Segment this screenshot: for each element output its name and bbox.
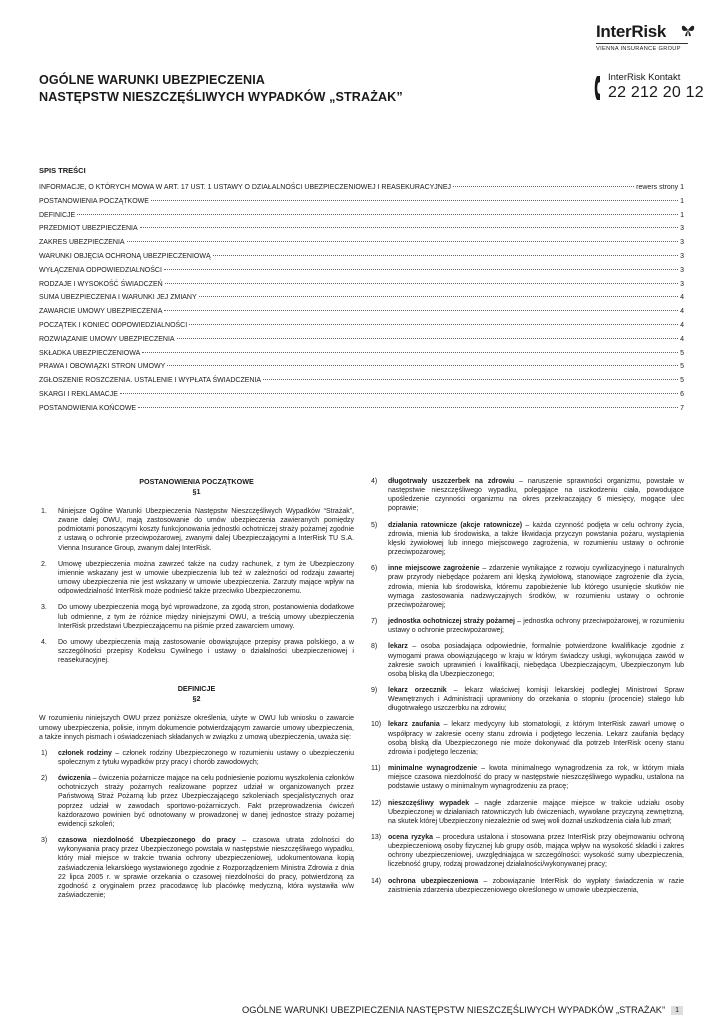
page-number: 1 [671,1006,683,1015]
title-line-1: OGÓLNE WARUNKI UBEZPIECZENIA [39,73,265,87]
toc-leader-dots [167,365,678,366]
toc-entry[interactable] [39,198,684,212]
toc-leader-dots [151,200,678,201]
section-number: §1 [192,486,201,496]
logo-name: InterRisk [596,22,667,41]
toc-entry-page: 6 [680,390,684,398]
toc-entry[interactable] [39,336,684,350]
list-item-text: Umowę ubezpieczenia można zawrzeć także na cudzy rachunek, z tym że Ubezpieczony imiennie wskazany jest w umowie ubezpieczenia lub też w zależności od rodzaju zawartej umowy ubezpieczenia nie jest wskazany w umowie ubezpieczenia. Zarzuty mające wpływ na odpowiedzialność InterRisk może podnieść także przeciwko Ubezpieczonemu. [58,560,354,596]
butterfly-logo-icon [681,22,695,38]
definition-text: – procedura ustalona i stosowana przez InterRisk przy obejmowaniu ochroną ubezpieczeniową osoby fizycznej lub grupy osób, mająca wpływ na wysokość składki i zakres ochrony ubezpieczeniowej, uwzględniająca w szczególności: wysokość sumy ubezpieczenia, liczebność grupy, rodzaj prowadzonej działalności/wykonywanej pracy; [388,834,684,869]
toc-leader-dots [140,227,678,228]
definition-number: 8) [371,643,378,651]
definition-item [369,477,684,514]
definition-text: – zdarzenie wynikające z rozwoju cywilizacyjnego i naturalnych praw przyrody niebędące pożarem ani klęską żywiołową, stanowiące zagrożenie dla życia, zdrowia, mienia lub środowiska, któremu zapobieżenie lub którego usunięcie skutków nie wymaga zastosowania nadzwyczajnych środków, w rozumieniu ustawy o ochronie przeciwpożarowej; [388,565,684,609]
toc-entry-label: PRAWA I OBOWIĄZKI STRON UMOWY [39,363,166,371]
toc-entry-page: 1 [680,211,684,219]
toc-entry-label: ZAKRES UBEZPIECZENIA [39,239,125,247]
toc-entry-label: SKARGI I REKLAMACJE [39,390,118,398]
toc-leader-dots [127,241,679,242]
toc-entry[interactable] [39,281,684,295]
toc-entry[interactable] [39,308,684,322]
contact-phone-number: 22 212 20 12 [608,84,704,101]
title-line-2: NASTĘPSTW NIESZCZĘŚLIWYCH WYPADKÓW „STRAŻAK” [39,90,403,104]
definition-item [369,764,684,791]
definition-term: lekarz zaufania [388,721,440,729]
definition-item [369,833,684,870]
definition-text: – kwota minimalnego wynagrodzenia za rok, w którym miała miejsce czasowa niezdolność do pracy w następstwie nieszczęśliwego wypadku, ustalona na podstawie ustawy o minimalnym wynagrodzeniu za pracę; [388,765,684,791]
toc-entry-label: WARUNKI OBJĘCIA OCHRONĄ UBEZPIECZENIOWĄ [39,252,211,260]
definition-term: ocena ryzyka [388,834,433,841]
definition-item [39,774,354,829]
definition-number: 7) [371,618,378,626]
definition-term: lekarz orzecznik [388,686,447,694]
definition-number: 11) [371,765,381,773]
definition-number: 10) [371,721,382,729]
toc-entry-page: 5 [680,377,684,385]
definition-term: czasowa niezdolność Ubezpieczonego do pracy [58,837,236,845]
definition-text: – lekarz medycyny lub stomatologii, z którym InterRisk zawarł umowę o współpracy w zakresie oceny stanu zdrowia i podjętego leczenia. Lekarz zaufania będący osobą bliską dla Ubezpieczonego nie może dokonywać dla potrzeb InterRisk oceny stanu zdrowia i podjętego leczenia; [388,721,684,756]
list-item-text: Do umowy ubezpieczenia mogą być wprowadzone, za zgodą stron, postanowienia dodatkowe lub odmienne, z tym że różnice między niniejszymi OWU, a treścią umowy ubezpieczenia InterRisk przedstawi Ubezpieczającemu na piśmie przed zawarciem umowy. [58,604,354,630]
toc-leader-dots [164,310,678,311]
definition-term: ochrona ubezpieczeniowa [388,877,479,885]
definition-item [369,877,684,895]
right-column [369,477,684,902]
toc-leader-dots [165,283,678,284]
toc-entry-page: 4 [680,308,684,316]
definition-term: członek rodziny [58,749,112,757]
definition-text: – zobowiązanie InterRisk do wypłaty świadczenia w razie zaistnienia zdarzenia ubezpieczeniowego określonego w umowie ubezpieczenia, [388,877,684,894]
definition-text: – czasowa utrata zdolności do wykonywania pracy przez Ubezpieczonego powstała w następstwie nieszczęśliwego wypadku, który miał miejsce w trakcie trwania ochrony ubezpieczeniowej, udokumentowana kopią zaświadczenia lekarskiego wystawionego zgodnie z Rozporządzeniem Ministra Zdrowia z dnia 22 lipca 2005 r. w sprawie orzekania o czasowej niezdolności do pracy, potwierdzoną za zgodność z oryginałem przez pracodawcę lub placówkę medyczną, która wystawiła w/w zaświadczenie; [58,837,354,899]
list-item-number: 2. [41,560,47,568]
list-item-number: 3. [41,604,47,612]
toc-entry[interactable] [39,212,684,226]
toc-entry[interactable] [39,253,684,267]
toc-title: SPIS TREŚCI [39,166,86,175]
definition-text: – członek rodziny Ubezpieczonego w rozumieniu ustawy o ubezpieczeniu społecznym z tytułu wypadków przy pracy i chorób zawodowych; [58,749,354,766]
definition-item [369,720,684,757]
left-column [39,477,354,907]
definition-number: 4) [371,478,378,485]
toc-entry-label: RODZAJE I WYSOKOŚĆ ŚWIADCZEŃ [39,280,163,288]
page-footer [242,1005,683,1015]
definition-term: długotrwały uszczerbek na zdrowiu [388,478,515,485]
definition-item [369,564,684,610]
toc-entry-label: ZAWARCIE UMOWY UBEZPIECZENIA [39,308,163,316]
toc-entry-label: POCZĄTEK I KONIEC ODPOWIEDZIALNOŚCI [39,321,188,329]
logo [596,22,696,52]
toc-entry-label: INFORMACJE, O KTÓRYCH MOWA W ART. 17 UST. 1 USTAWY O DZIAŁALNOŚCI UBEZPIECZENIOWEJ I REASEKURACYJNEJ [39,184,452,191]
contact-label: InterRisk Kontakt [608,72,681,83]
toc-leader-dots [164,269,678,270]
definition-text: – jednostka ochrony przeciwpożarowej, w rozumieniu ustawy o ochronie przeciwpożarowej; [388,618,684,635]
definition-number: 3) [41,837,48,845]
toc-entry-page: 3 [680,266,684,274]
toc-entry[interactable] [39,363,684,377]
toc-leader-dots [189,324,678,325]
definition-text: – nagłe zdarzenie mające miejsce w trakcie udziału osoby Ubezpieczonej w działaniach ratowniczych lub ćwiczeniach, wywołane przyczyną zewnętrzną, na skutek której Ubezpieczony niezależnie od swej woli doznał uszkodzenia ciała lub zmarł; [388,799,685,825]
definition-term: nieszczęśliwy wypadek [388,799,470,807]
toc-entry-label: POSTANOWIENIA KOŃCOWE [39,404,137,412]
toc-entry-page: 5 [680,349,684,357]
list-item [39,560,354,597]
toc-entry-page: 3 [680,225,684,233]
definition-term: inne miejscowe zagrożenie [388,565,480,573]
definition-text: – naruszenie sprawności organizmu, powstałe w następstwie nieszczęśliwego wypadku, polegające na uszkodzeniu ciała, powodujące upośledzenie czynności organizmu na okres przekraczający 6 miesięcy, mogące ulec poprawie; [388,478,684,513]
toc-entry-label: POSTANOWIENIA POCZĄTKOWE [39,197,149,205]
definition-text: – każda czynność podjęta w celu ochrony życia, zdrowia, mienia lub środowiska, a także likwidacja przyczyn powstania pożaru, wystąpienia klęski żywiołowej lub innego miejscowego zagrożenia, w rozumieniu ustawy o ochronie przeciwpożarowej; [388,521,685,557]
definition-term: działania ratownicze (akcje ratownicze) [388,521,523,529]
section-heading: DEFINICJE [177,684,216,694]
document-title [39,72,403,106]
toc-entry-label: DEFINICJE [39,211,76,219]
toc-leader-dots [177,338,678,339]
list-item-number: 4. [41,638,47,646]
definition-term: lekarz [388,643,408,651]
definitions-intro: W rozumieniu niniejszych OWU przez poniższe określenia, użyte w OWU lub wniosku o zawarcie umowy ubezpieczenia, polisie, innym dokumencie potwierdzającym zawarcie umowy ubezpieczenia, a także innych pismach i oświadczeniach składanych w związku z umową ubezpieczenia, uważa się: [39,715,354,741]
toc-entry-label: PRZEDMIOT UBEZPIECZENIA [39,225,138,233]
section-number: §2 [192,693,201,703]
toc-entry[interactable] [39,267,684,281]
toc-entry-page: 7 [680,404,684,412]
toc-entry[interactable] [39,391,684,405]
toc-entry[interactable] [39,322,684,336]
toc-entry-page: 5 [680,363,684,371]
toc-entry-label: ZGŁOSZENIE ROSZCZENIA. USTALENIE I WYPŁATA ŚWIADCZENIA [39,377,262,385]
definition-term: ćwiczenia [58,775,91,783]
definition-term: jednostka ochotniczej straży pożarnej [388,618,515,626]
definition-item [369,521,684,558]
toc-entry[interactable] [39,184,684,198]
toc-entry[interactable] [39,377,684,391]
toc-leader-dots [199,296,678,297]
definition-number: 12) [371,799,382,807]
definition-text: – osoba posiadająca odpowiednie, formalnie potwierdzone kwalifikacje zgodnie z wymogami prawa obowiązującego w kraju w którym świadczy usługi, wykonująca zawód w zakresie swoich uprawnień i kwalifikacji, niebędąca Ubezpieczającym, Ubezpieczonym lub osobą bliską dla Ubezpieczonego; [388,643,684,678]
definition-item [369,799,684,826]
section-heading: POSTANOWIENIA POCZĄTKOWE [139,477,254,486]
toc-entry-page: 4 [680,321,684,329]
toc-entry[interactable] [39,225,684,239]
definition-text: – lekarz właściwej komisji lekarskiej podległej Ministrowi Spraw Wewnętrznych i Administracji uprawniony do orzekania o stopniu (procencie) stałego lub długotrwałego uszczerbku na zdrowiu; [388,686,684,713]
toc-leader-dots [142,352,678,353]
footer-text: OGÓLNE WARUNKI UBEZPIECZENIA NASTĘPSTW NIESZCZĘŚLIWYCH WYPADKÓW „STRAŻAK” [242,1005,666,1015]
table-of-contents [39,184,684,419]
definition-item [369,617,684,635]
toc-entry-page: 4 [680,294,684,302]
definition-term: minimalne wynagrodzenie [388,765,478,773]
definition-number: 2) [41,775,48,783]
toc-entry-page: 3 [680,239,684,247]
toc-entry[interactable] [39,350,684,364]
definition-number: 14) [371,877,382,885]
toc-entry-label: SUMA UBEZPIECZENIA I WARUNKI JEJ ZMIANY [39,294,197,302]
list-item [39,507,354,553]
definition-text: – ćwiczenia pożarnicze mające na celu podniesienie poziomu wyszkolenia członków ochotniczych straży pożarnych realizowane poprzez udział w organizowanych przez Państwową Straż Pożarną lub przez Ubezpieczającego szkoleniach specjalistycznych oraz poprzez udział w zawodach sportowo-pożarniczych. Fakt przeprowadzenia ćwiczeń każdorazowo powinien być odnotowany w prowadzonej w danej jednostce straży pożarnej ewidencji szkoleń; [58,775,354,828]
toc-entry-page: 3 [680,280,684,288]
definition-item [39,749,354,767]
definition-number: 1) [41,749,48,757]
definition-item [39,836,354,900]
list-item [39,638,354,665]
toc-entry-label: SKŁADKA UBEZPIECZENIOWA [39,349,141,357]
toc-leader-dots [120,393,678,394]
toc-entry-label: WYŁĄCZENIA ODPOWIEDZIALNOŚCI [39,266,162,274]
toc-entry-page: 4 [680,335,684,343]
definition-number: 5) [371,521,378,529]
definition-number: 6) [371,565,378,573]
definition-item [369,642,684,679]
toc-leader-dots [453,186,634,187]
toc-entry-page: 3 [680,252,684,260]
definition-number: 9) [371,686,378,694]
toc-entry[interactable] [39,239,684,253]
toc-entry-label: ROZWIĄZANIE UMOWY UBEZPIECZENIA [39,335,175,343]
toc-entry[interactable] [39,294,684,308]
list-item [39,603,354,630]
list-item-text: Niniejsze Ogólne Warunki Ubezpieczenia Następstw Nieszczęśliwych Wypadków “Strażak”, zwane dalej OWU, mają zastosowanie do umów ubezpieczenia zawieranych pomiędzy podmiotami ponoszącymi koszty funkcjonowania jednostki ochotniczej straży pożarnej zgodnie z ustawą o ochronie przeciwpożarowej, zwanymi dalej Ubezpieczającymi a InterRisk TU S.A. Vienna Insurance Group, zwanym dalej InterRisk. [58,508,354,552]
phone-icon [594,75,605,101]
toc-entry[interactable] [39,405,684,419]
toc-leader-dots [138,407,678,408]
list-item-number: 1. [41,508,47,515]
toc-leader-dots [263,379,678,380]
toc-entry-page: rewers strony 1 [636,184,684,191]
logo-subtitle: VIENNA INSURANCE GROUP [596,43,688,52]
definition-item [369,686,684,713]
definition-number: 13) [371,834,382,841]
list-item-text: Do umowy ubezpieczenia mają zastosowanie obowiązujące przepisy prawa polskiego, a w szczególności przepisy Kodeksu Cywilnego i ustawy o działalności ubezpieczeniowej i reasekuracyjnej. [58,638,354,665]
toc-leader-dots [77,214,678,215]
toc-leader-dots [213,255,678,256]
toc-entry-page: 1 [680,197,684,205]
